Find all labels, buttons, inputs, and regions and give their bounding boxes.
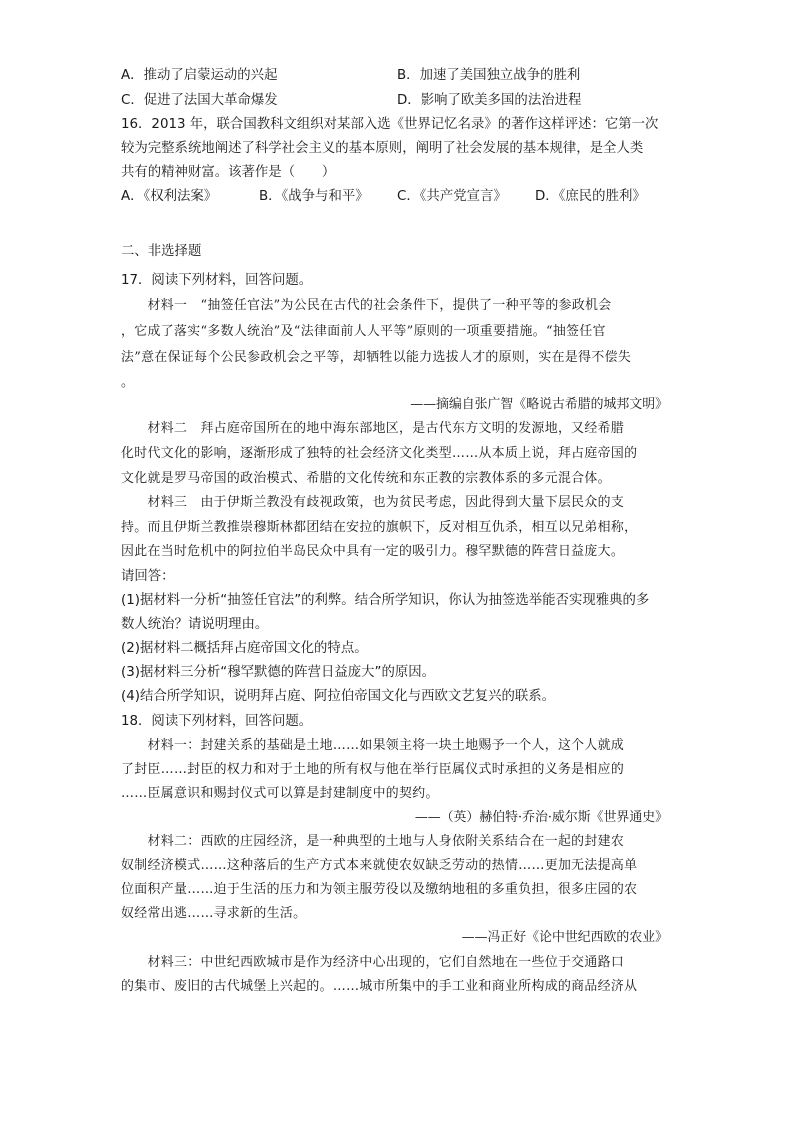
q17-material1-line-1: 材料一 “抽签任官法”为公民在古代的社会条件下，提供了一种平等的参政机会 — [121, 298, 612, 313]
q18-stem: 18．阅读下列材料，回答问题。 — [121, 714, 313, 729]
q17-material1-line-2: ，它成了落实“多数人统治”及“法律面前人人平等”原则的一项重要措施。“抽签任官 — [121, 324, 606, 339]
q16-option-a: A．《权利法案》 — [121, 189, 218, 204]
q18-source-1: ——（英）赫伯特·乔治·威尔斯《世界通史》 — [414, 810, 668, 825]
q18-material1-line-3: ……臣属意识和赐封仪式可以算是封建制度中的契约。 — [121, 786, 439, 801]
q17-question-2: (2)据材料二概括拜占庭帝国文化的特点。 — [121, 641, 368, 656]
q16-option-d: D．《庶民的胜利》 — [535, 189, 646, 204]
q18-material2-line-3: 位面积产量……迫于生活的压力和为领主服劳役以及缴纳地租的多重负担，很多庄园的农 — [121, 882, 638, 897]
q16-stem-line-3: 共有的精神财富。该著作是（ ） — [121, 165, 336, 180]
q16-stem-line-1: 16．2013 年，联合国教科文组织对某部入选《世界记忆名录》的著作这样评述：它第一次 — [121, 117, 659, 132]
section-heading: 二、非选择题 — [121, 244, 202, 259]
q17-ask: 请回答： — [121, 569, 175, 584]
q18-material3-line-1: 材料三：中世纪西欧城市是作为经济中心出现的，它们自然地在一些位于交通路口 — [121, 955, 625, 970]
q18-material1-line-1: 材料一：封建关系的基础是土地……如果领主将一块土地赐予一个人，这个人就成 — [121, 738, 625, 753]
q17-source-1: ——摘编自张广智《略说古希腊的城邦文明》 — [410, 397, 668, 412]
q18-material3-line-2: 的集市、废旧的古代城堡上兴起的。……城市所集中的手工业和商业所构成的商品经济从 — [121, 979, 638, 994]
q16-option-b: B．《战争与和平》 — [259, 189, 369, 204]
q17-question-1-cont: 数人统治？请说明理由。 — [121, 617, 269, 632]
q18-material2-line-4: 奴经常出逃……寻求新的生活。 — [121, 906, 307, 921]
q16-option-c: C．《共产党宣言》 — [397, 189, 507, 204]
q15-option-d: D．影响了欧美多国的法治进程 — [397, 93, 582, 108]
q17-material2-line-2: 化时代文化的影响，逐渐形成了独特的社会经济文化类型……从本质上说，拜占庭帝国的 — [121, 446, 638, 461]
q18-material2-line-2: 奴制经济模式……这种落后的生产方式本来就使农奴缺乏劳动的热情……更加无法提高单 — [121, 858, 638, 873]
q17-material3-line-2: 持。而且伊斯兰教推崇穆斯林都团结在安拉的旗帜下，反对相互仇杀，相互以兄弟相称， — [121, 520, 638, 535]
q18-material2-line-1: 材料二：西欧的庄园经济，是一种典型的土地与人身依附关系结合在一起的封建农 — [121, 834, 625, 849]
q15-option-b: B．加速了美国独立战争的胜利 — [397, 68, 581, 83]
q17-material2-line-3: 文化就是罗马帝国的政治模式、希腊的文化传统和东正教的宗教体系的多元混合体。 — [121, 471, 611, 486]
q17-material3-line-3: 因此在当时危机中的阿拉伯半岛民众中具有一定的吸引力。穆罕默德的阵营日益庞大。 — [121, 544, 625, 559]
q15-option-a: A．推动了启蒙运动的兴起 — [121, 68, 278, 83]
q17-stem: 17．阅读下列材料，回答问题。 — [121, 273, 313, 288]
q17-material3-line-1: 材料三 由于伊斯兰教没有歧视政策，也为贫民考虑，因此得到大量下层民众的支 — [121, 495, 625, 510]
q17-question-1: (1)据材料一分析“抽签任官法”的利弊。结合所学知识，你认为抽签选举能否实现雅典的多 — [121, 593, 650, 608]
q17-material1-line-4: 。 — [121, 375, 135, 390]
q16-stem-line-2: 较为完整系统地阐述了科学社会主义的基本原则，阐明了社会发展的基本规律，是全人类 — [121, 141, 644, 156]
q17-question-4: (4)结合所学知识，说明拜占庭、阿拉伯帝国文化与西欧文艺复兴的联系。 — [121, 689, 556, 704]
q17-material1-line-3: 法”意在保证每个公民参政机会之平等，却牺牲以能力选拔人才的原则，实在是得不偿失 — [121, 350, 632, 365]
q17-question-3: (3)据材料三分析“穆罕默德的阵营日益庞大”的原因。 — [121, 665, 436, 680]
q18-source-2: ——冯正好《论中世纪西欧的农业》 — [461, 930, 668, 945]
q17-material2-line-1: 材料二 拜占庭帝国所在的地中海东部地区，是古代东方文明的发源地，又经希腊 — [121, 421, 625, 436]
q18-material1-line-2: 了封臣……封臣的权力和对于土地的所有权与他在举行臣属仪式时承担的义务是相应的 — [121, 762, 625, 777]
q15-option-c: C．促进了法国大革命爆发 — [121, 93, 278, 108]
